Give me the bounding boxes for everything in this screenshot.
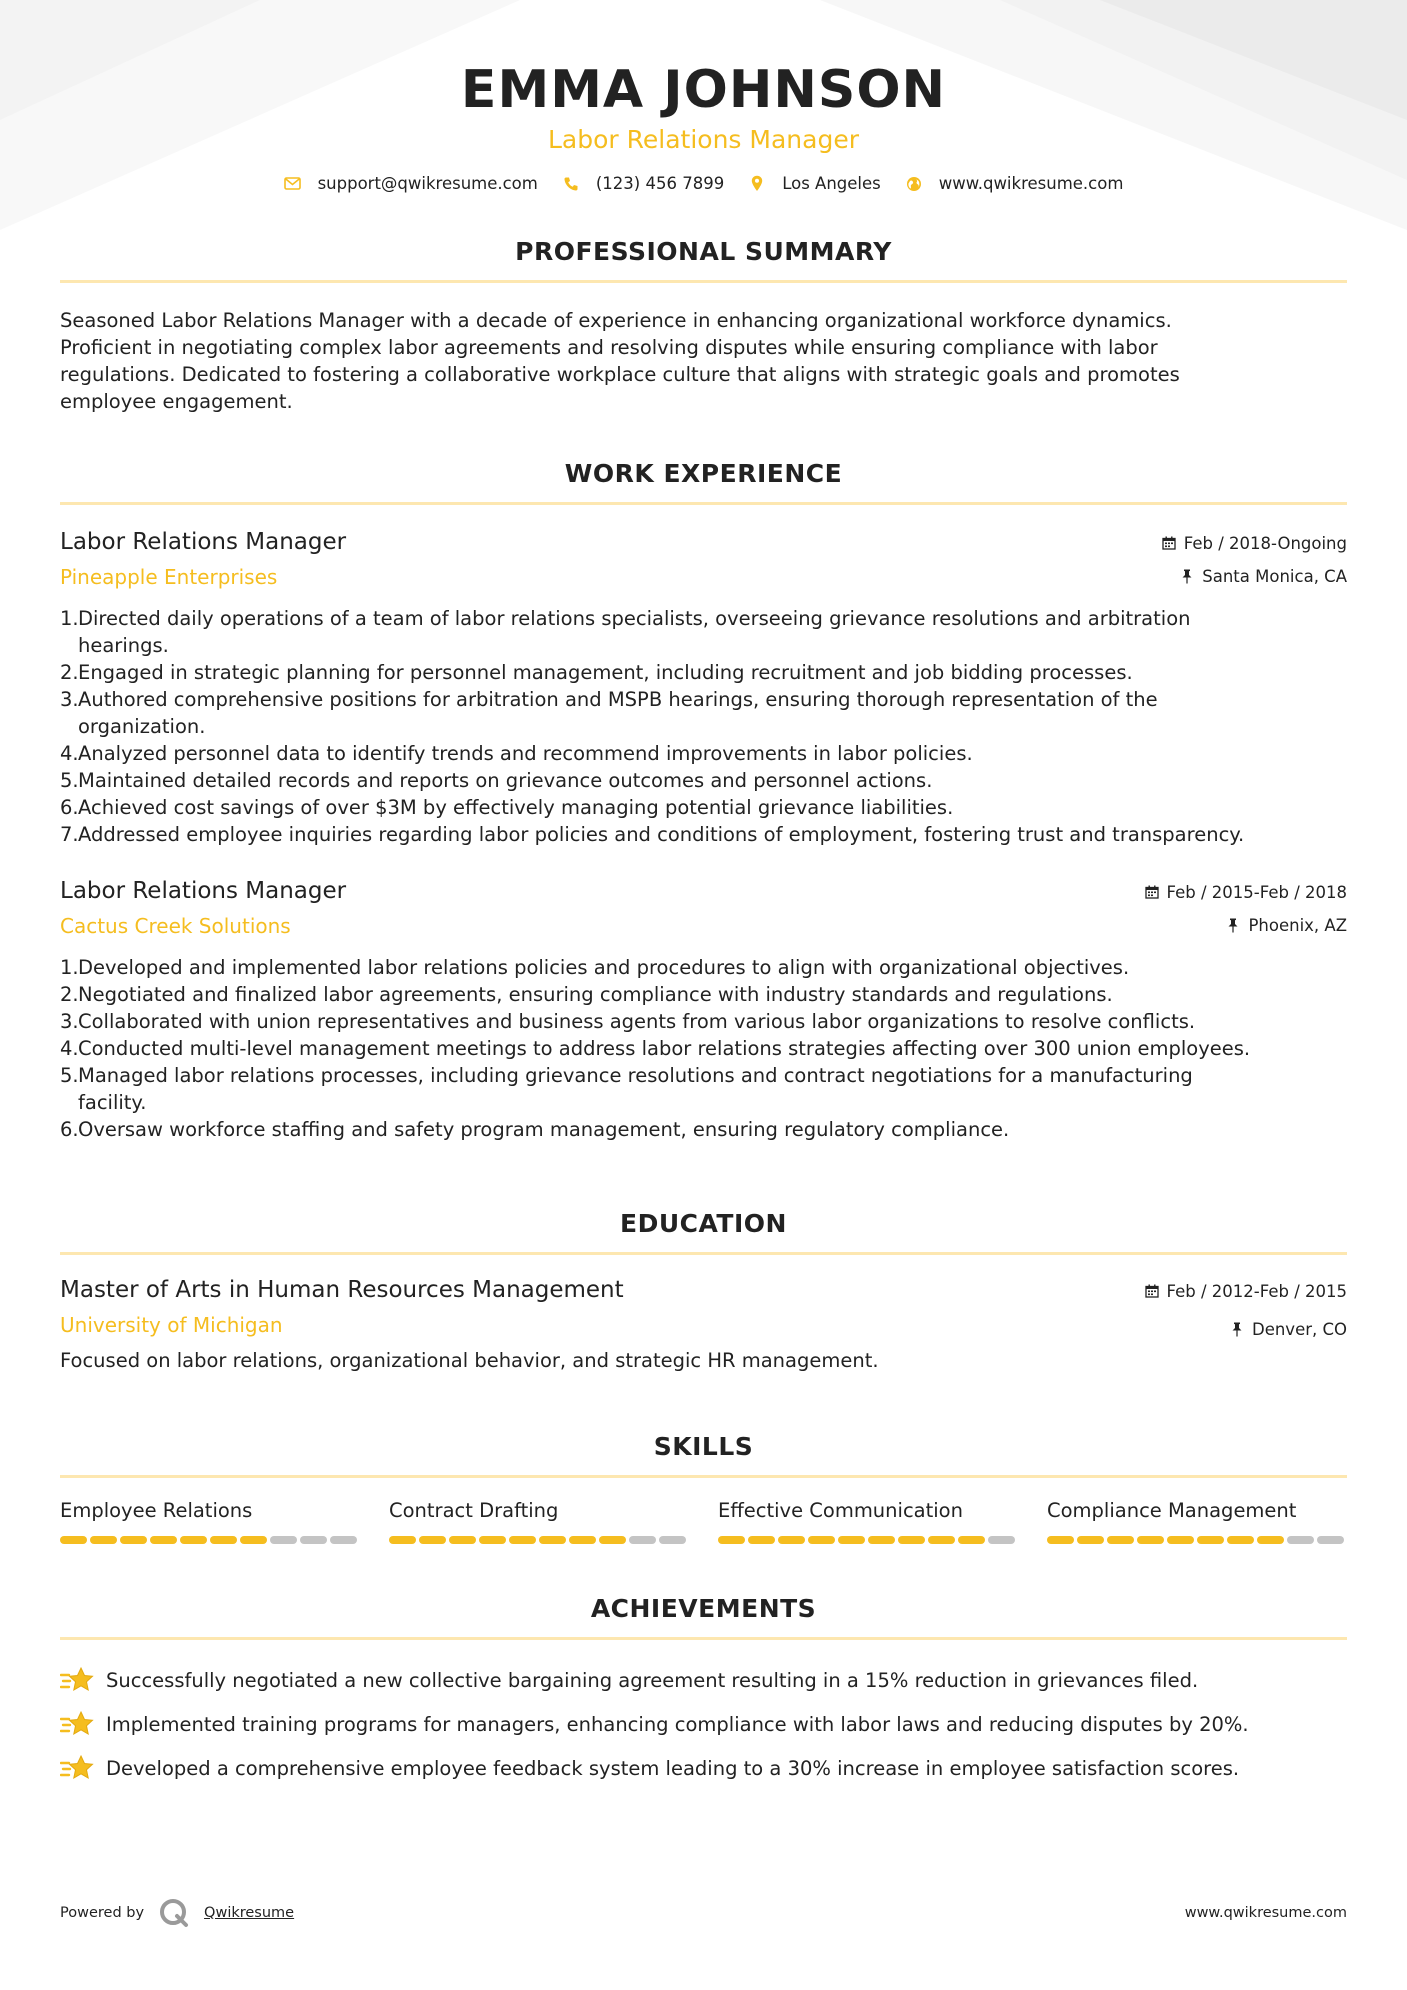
- skill-rating-segment: [958, 1536, 985, 1544]
- duty-text: [78, 1008, 1195, 1035]
- job-entry: [60, 527, 1347, 848]
- duty-text: [78, 659, 1133, 686]
- skill-rating-segment: [300, 1536, 327, 1544]
- job-entry-head: [60, 876, 1347, 940]
- globe-icon: [905, 175, 923, 193]
- skill-rating-bar: [389, 1536, 689, 1544]
- star-icon: [60, 1754, 94, 1782]
- skill-rating-segment: [1107, 1536, 1134, 1544]
- education-meta: [1144, 1275, 1347, 1339]
- duty-number: 1.: [60, 607, 79, 630]
- skill-rating-bar: [718, 1536, 1018, 1544]
- duty-text: [78, 686, 1158, 740]
- duty-number: 3.: [60, 688, 79, 711]
- skill-rating-segment: [1137, 1536, 1164, 1544]
- job-dates-row: [1144, 882, 1347, 902]
- job-meta: [1144, 876, 1347, 935]
- skill-rating-segment: [1317, 1536, 1344, 1544]
- calendar-icon: [1144, 884, 1160, 900]
- skill-rating-segment: [928, 1536, 955, 1544]
- skill-rating-segment: [509, 1536, 536, 1544]
- calendar-icon: [1161, 535, 1177, 551]
- duty-item: [60, 794, 1347, 821]
- duty-line: Developed and implemented labor relations policies and procedures to align with organizational objectives.: [78, 956, 1130, 979]
- duty-line: Managed labor relations processes, including grievance resolutions and contract negotiations for a manufacturing: [78, 1064, 1193, 1087]
- duty-item: [60, 1062, 1347, 1116]
- duty-item: [60, 659, 1347, 686]
- contact-location: [748, 174, 881, 193]
- skill-rating-segment: [629, 1536, 656, 1544]
- duty-number: 1.: [60, 956, 79, 979]
- skill-rating-segment: [718, 1536, 745, 1544]
- footer-website-link[interactable]: www.qwikresume.com: [1184, 1905, 1347, 1921]
- duty-text: [78, 954, 1129, 981]
- education-heading: EDUCATION: [620, 1209, 787, 1238]
- job-duties-list: [60, 954, 1347, 1143]
- duty-text: [78, 794, 953, 821]
- skills-list: [60, 1498, 1347, 1544]
- skills-divider: [60, 1475, 1347, 1478]
- contact-location-text: Los Angeles: [782, 174, 881, 193]
- summary-section: [60, 237, 1347, 415]
- pushpin-icon: [1229, 1321, 1245, 1337]
- job-entry: [60, 876, 1347, 1143]
- calendar-icon: [1144, 1283, 1160, 1299]
- skill-rating-segment: [988, 1536, 1015, 1544]
- candidate-title: Labor Relations Manager: [548, 125, 859, 154]
- candidate-name: EMMA JOHNSON: [460, 60, 947, 120]
- duty-text: [78, 767, 932, 794]
- star-icon: [60, 1710, 94, 1738]
- job-dates: Feb / 2015-Feb / 2018: [1166, 882, 1347, 902]
- duty-line: Achieved cost savings of over $3M by effectively managing potential grievance liabilities.: [78, 796, 954, 819]
- skill-name: Compliance Management: [1047, 1499, 1297, 1522]
- skill-rating-bar: [1047, 1536, 1347, 1544]
- duty-line: facility.: [78, 1091, 147, 1114]
- duty-line: Collaborated with union representatives and business agents from various labor organizations to resolve conflicts.: [78, 1010, 1196, 1033]
- duty-number: 6.: [60, 1118, 79, 1141]
- skill-rating-segment: [419, 1536, 446, 1544]
- skill-name: Contract Drafting: [389, 1499, 559, 1522]
- skill-rating-segment: [539, 1536, 566, 1544]
- resume-header: [60, 0, 1347, 193]
- achievement-text: Implemented training programs for managers, enhancing compliance with labor laws and reducing disputes by 20%.: [106, 1712, 1249, 1736]
- achievement-item: [60, 1710, 1347, 1738]
- achievements-heading: ACHIEVEMENTS: [590, 1594, 817, 1623]
- job-company: Pineapple Enterprises: [60, 565, 278, 589]
- duty-item: [60, 686, 1347, 740]
- duty-text: [78, 740, 973, 767]
- job-location: Phoenix, AZ: [1248, 915, 1347, 935]
- skill-rating-segment: [330, 1536, 357, 1544]
- duty-text: [78, 821, 1244, 848]
- duty-line: Conducted multi-level management meetings to address labor relations strategies affecting over 300 union employees.: [78, 1037, 1251, 1060]
- achievements-divider: [60, 1637, 1347, 1640]
- duty-number: 2.: [60, 661, 79, 684]
- skill-rating-segment: [479, 1536, 506, 1544]
- skill-rating-segment: [1287, 1536, 1314, 1544]
- education-dates: Feb / 2012-Feb / 2015: [1166, 1281, 1347, 1301]
- duty-item: [60, 1008, 1347, 1035]
- job-dates-row: [1161, 533, 1347, 553]
- job-company: Cactus Creek Solutions: [60, 914, 291, 938]
- achievement-item: [60, 1666, 1347, 1694]
- duty-line: Authored comprehensive positions for arbitration and MSPB hearings, ensuring thorough representation of the: [78, 688, 1158, 711]
- skills-section: [60, 1432, 1347, 1544]
- skill-rating-segment: [868, 1536, 895, 1544]
- summary-line: Proficient in negotiating complex labor agreements and resolving disputes while ensuring compliance with labor: [60, 336, 1158, 359]
- summary-divider: [60, 280, 1347, 283]
- skill-rating-segment: [1077, 1536, 1104, 1544]
- skill-rating-segment: [210, 1536, 237, 1544]
- job-duties-list: [60, 605, 1347, 848]
- qwikresume-logo-icon: [158, 1897, 190, 1929]
- duty-line: Addressed employee inquiries regarding labor policies and conditions of employment, fostering trust and transparency.: [78, 823, 1245, 846]
- phone-icon: [562, 175, 580, 193]
- duty-item: [60, 954, 1347, 981]
- skill-rating-segment: [1257, 1536, 1284, 1544]
- duty-number: 5.: [60, 1064, 79, 1087]
- qwikresume-link[interactable]: Qwikresume: [204, 1905, 295, 1921]
- duty-text: [78, 981, 1113, 1008]
- duty-line: Analyzed personnel data to identify trends and recommend improvements in labor policies.: [78, 742, 973, 765]
- achievement-text: Successfully negotiated a new collective bargaining agreement resulting in a 15% reduction in grievances filed.: [106, 1668, 1199, 1692]
- job-location-row: [1144, 915, 1347, 935]
- experience-heading: WORK EXPERIENCE: [564, 459, 843, 488]
- summary-text: [60, 307, 1347, 415]
- summary-line: Seasoned Labor Relations Manager with a decade of experience in enhancing organizational workforce dynamics.: [60, 309, 1172, 332]
- duty-line: Engaged in strategic planning for personnel management, including recruitment and job bidding processes.: [78, 661, 1133, 684]
- achievement-item: [60, 1754, 1347, 1782]
- skill-name: Effective Communication: [718, 1499, 963, 1522]
- summary-heading: PROFESSIONAL SUMMARY: [515, 237, 892, 266]
- pushpin-icon: [1225, 917, 1241, 933]
- education-degree: Master of Arts in Human Resources Management: [60, 1277, 624, 1303]
- summary-line: regulations. Dedicated to fostering a collaborative workplace culture that aligns with strategic goals and promotes: [60, 363, 1180, 386]
- duty-number: 3.: [60, 1010, 79, 1033]
- skill-item: [389, 1498, 689, 1544]
- pushpin-icon: [1179, 568, 1195, 584]
- contact-website-text: www.qwikresume.com: [938, 174, 1124, 193]
- summary-line: employee engagement.: [60, 390, 293, 413]
- skill-rating-segment: [659, 1536, 686, 1544]
- job-role: Labor Relations Manager: [60, 529, 347, 555]
- duty-item: [60, 821, 1347, 848]
- education-divider: [60, 1252, 1347, 1255]
- education-section: [60, 1209, 1347, 1374]
- duty-number: 7.: [60, 823, 79, 846]
- skill-rating-segment: [1227, 1536, 1254, 1544]
- contact-phone-text: (123) 456 7899: [595, 174, 725, 193]
- duty-item: [60, 981, 1347, 1008]
- experience-divider: [60, 502, 1347, 505]
- achievements-list: [60, 1666, 1347, 1782]
- duty-line: hearings.: [78, 634, 169, 657]
- skill-name: Employee Relations: [60, 1499, 253, 1522]
- skill-item: [1047, 1498, 1347, 1544]
- job-title-block: [60, 876, 346, 940]
- education-location: Denver, CO: [1251, 1319, 1347, 1339]
- contact-email-text: support@qwikresume.com: [317, 174, 538, 193]
- experience-section: [60, 459, 1347, 1143]
- star-icon: [60, 1666, 94, 1694]
- duty-text: [78, 605, 1190, 659]
- skill-rating-segment: [569, 1536, 596, 1544]
- duty-number: 6.: [60, 796, 79, 819]
- job-location: Santa Monica, CA: [1202, 566, 1347, 586]
- skill-rating-segment: [838, 1536, 865, 1544]
- skills-heading: SKILLS: [653, 1432, 754, 1461]
- contact-website[interactable]: [905, 174, 1124, 193]
- skill-item: [718, 1498, 1018, 1544]
- job-dates: Feb / 2018-Ongoing: [1183, 533, 1347, 553]
- envelope-icon: [284, 175, 302, 193]
- duty-text: [78, 1062, 1193, 1116]
- skill-rating-segment: [1047, 1536, 1074, 1544]
- skill-rating-segment: [599, 1536, 626, 1544]
- duty-number: 4.: [60, 1037, 79, 1060]
- duty-number: 2.: [60, 983, 79, 1006]
- skill-rating-segment: [240, 1536, 267, 1544]
- skill-rating-bar: [60, 1536, 360, 1544]
- duty-text: [78, 1116, 1009, 1143]
- achievements-section: [60, 1594, 1347, 1782]
- achievement-text: Developed a comprehensive employee feedback system leading to a 30% increase in employee satisfaction scores.: [106, 1756, 1240, 1780]
- skill-rating-segment: [1167, 1536, 1194, 1544]
- job-role: Labor Relations Manager: [60, 878, 347, 904]
- contact-phone[interactable]: [562, 174, 724, 193]
- duty-line: Directed daily operations of a team of labor relations specialists, overseeing grievance resolutions and arbitration: [78, 607, 1191, 630]
- skill-rating-segment: [898, 1536, 925, 1544]
- duty-line: Negotiated and finalized labor agreements, ensuring compliance with industry standards and regulations.: [78, 983, 1113, 1006]
- education-entry-head: [60, 1275, 1347, 1339]
- job-meta: [1161, 527, 1347, 586]
- duty-item: [60, 740, 1347, 767]
- skill-rating-segment: [90, 1536, 117, 1544]
- duty-number: 5.: [60, 769, 79, 792]
- map-pin-icon: [748, 175, 766, 193]
- powered-by-label: Powered by: [60, 1905, 145, 1921]
- education-school: University of Michigan: [60, 1313, 283, 1337]
- duty-line: organization.: [78, 715, 206, 738]
- duty-number: 4.: [60, 742, 79, 765]
- contact-email[interactable]: [284, 174, 538, 193]
- duty-item: [60, 1116, 1347, 1143]
- skill-rating-segment: [150, 1536, 177, 1544]
- duty-item: [60, 1035, 1347, 1062]
- duty-item: [60, 605, 1347, 659]
- skill-rating-segment: [748, 1536, 775, 1544]
- duty-item: [60, 767, 1347, 794]
- duty-text: [78, 1035, 1250, 1062]
- job-location-row: [1161, 566, 1347, 586]
- skill-rating-segment: [180, 1536, 207, 1544]
- skill-rating-segment: [1197, 1536, 1224, 1544]
- job-title-block: [60, 527, 346, 591]
- skill-rating-segment: [270, 1536, 297, 1544]
- skill-rating-segment: [449, 1536, 476, 1544]
- skill-rating-segment: [60, 1536, 87, 1544]
- skill-rating-segment: [808, 1536, 835, 1544]
- skill-rating-segment: [778, 1536, 805, 1544]
- duty-line: Oversaw workforce staffing and safety program management, ensuring regulatory compliance.: [78, 1118, 1010, 1141]
- job-entry-head: [60, 527, 1347, 591]
- page-footer: [60, 1897, 1347, 1929]
- skill-item: [60, 1498, 360, 1544]
- skill-rating-segment: [120, 1536, 147, 1544]
- skill-rating-segment: [389, 1536, 416, 1544]
- duty-line: Maintained detailed records and reports on grievance outcomes and personnel actions.: [78, 769, 933, 792]
- education-description: Focused on labor relations, organizational behavior, and strategic HR management.: [60, 1349, 879, 1372]
- contact-bar: [60, 174, 1347, 193]
